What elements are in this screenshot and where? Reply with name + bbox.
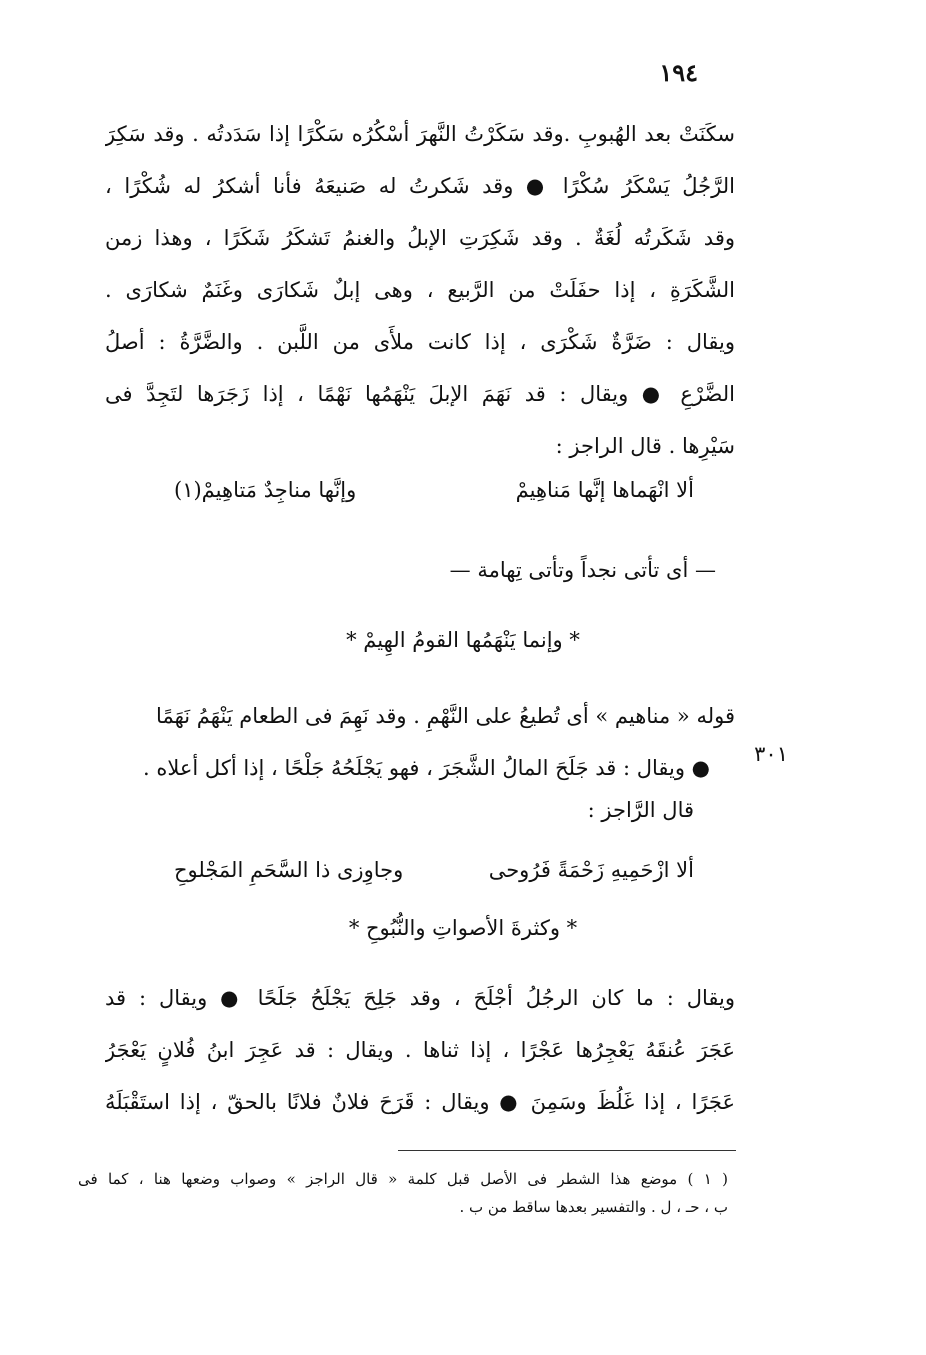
text-line: ويقال : ضَرَّةٌ شَكْرَى ، إذا كانت ملأَى من اللَّبن . والضَّرَّةُ : أصلُ [105, 330, 735, 354]
text-line: سكَنَتْ بعد الهُبوبِ .وقد سَكَرْتُ النَّهرَ أسْكُرُه سَكْرًا إذا سَدَدتُه . وقد سَكِرَ [105, 122, 735, 146]
text-line: الضَّرْعِ ● ويقال : قد نَهَمَ الإبلَ يَنْهَمُها نَهْمًا ، إذا زَجَرَها لتَجِدَّ فى [105, 382, 735, 406]
footnote-line: ( ١ ) موضع هذا الشطر فى الأصل قبل كلمة « قال الراجز » وصواب وضعها هنا ، كما فى [78, 1170, 728, 1188]
paragraph-2-line-2: ● ويقال : قد جَلَحَ المالُ الشَّجَرَ ، فهو يَجْلَحُهُ جَلْحًا ، إذا أكل أعلاه . [143, 756, 710, 780]
page-number: ١٩٤ [659, 58, 698, 87]
rajaz-label: قال الرَّاجز : [587, 798, 694, 822]
paragraph-1 [105, 108, 735, 472]
footnote-divider [398, 1150, 736, 1151]
paragraph-2 [105, 690, 735, 742]
verse-3 [174, 858, 694, 882]
text-line: ويقال : ما كان الرجُلُ أجْلَحَ ، وقد جَلِحَ يَجْلَحُ جَلَحًا ● ويقال : قد [105, 986, 735, 1010]
text-line: سَيْرِها . قال الراجز : [555, 434, 735, 458]
text-line: الشَّكَرَةِ ، إذا حفَلَتْ من الرَّبيع ، وهى إبلٌ شَكارَى وغَنَمٌ شكارَى . [105, 278, 735, 302]
paragraph-3 [105, 972, 735, 1128]
verse-3-first-hemistich: ألا ازْحَمِيهِ زَحْمَةً فَرُوحى [488, 858, 694, 882]
footnotes [78, 1165, 728, 1221]
text-line: الرَّجُلُ يَسْكَرُ سُكْرًا ● وقد شَكرتُ له صَنيعَهُ فأنا أشكرُ له شُكْرًا ، [105, 174, 735, 198]
verse-4: * وكثرةَ الأصواتِ والنُّبُوحِ * [348, 916, 578, 940]
verse-1-first-hemistich: ألا انْهَماها إنَّها مَناهِيمْ [515, 478, 694, 502]
text-line: وقد شَكَرتُه لُغَةٌ . وقد شَكِرَتِ الإبلُ والغنمُ تَشكَرُ شَكَرًا ، وهذا زمن [105, 226, 735, 250]
verse-3-second-hemistich: وجاوِزى ذا السَّحَمِ المَجْلوحِ [174, 858, 404, 882]
margin-entry-number: ٣٠١ [754, 742, 788, 766]
verse-2: * وإنما يَنْهَمُها القومُ الهِيمْ * [346, 628, 580, 652]
text-line: عَجَرًا ، إذا غَلُظَ وسَمِنَ ● ويقال : قَرَحَ فلانٌ فلانًا بالحقّ ، إذا استَقْبَلَهُ [105, 1090, 735, 1114]
text-line: عَجَرَ عُنقَهُ يَعْجِرُها عَجْرًا ، إذا ثناها . ويقال : قد عَجِرَ ابنُ فُلانٍ يَعْجَرُ [105, 1038, 735, 1062]
verse-gloss: — أى تأتى نجداً وتأتى تِهامة — [449, 558, 716, 582]
verse-1-second-hemistich: وإنَّها مناجِدٌ مَتاهِيمْ(١) [174, 478, 357, 502]
verse-1 [174, 478, 694, 502]
footnote-line: ب ، حـ ، ل . والتفسير بعدها ساقط من ب . [459, 1198, 728, 1216]
text-line: قوله « مناهيم » أى تُطيعُ على النَّهْمِ . وقد نَهِمَ فى الطعام يَنْهَمُ نَهَمًا [156, 704, 735, 728]
